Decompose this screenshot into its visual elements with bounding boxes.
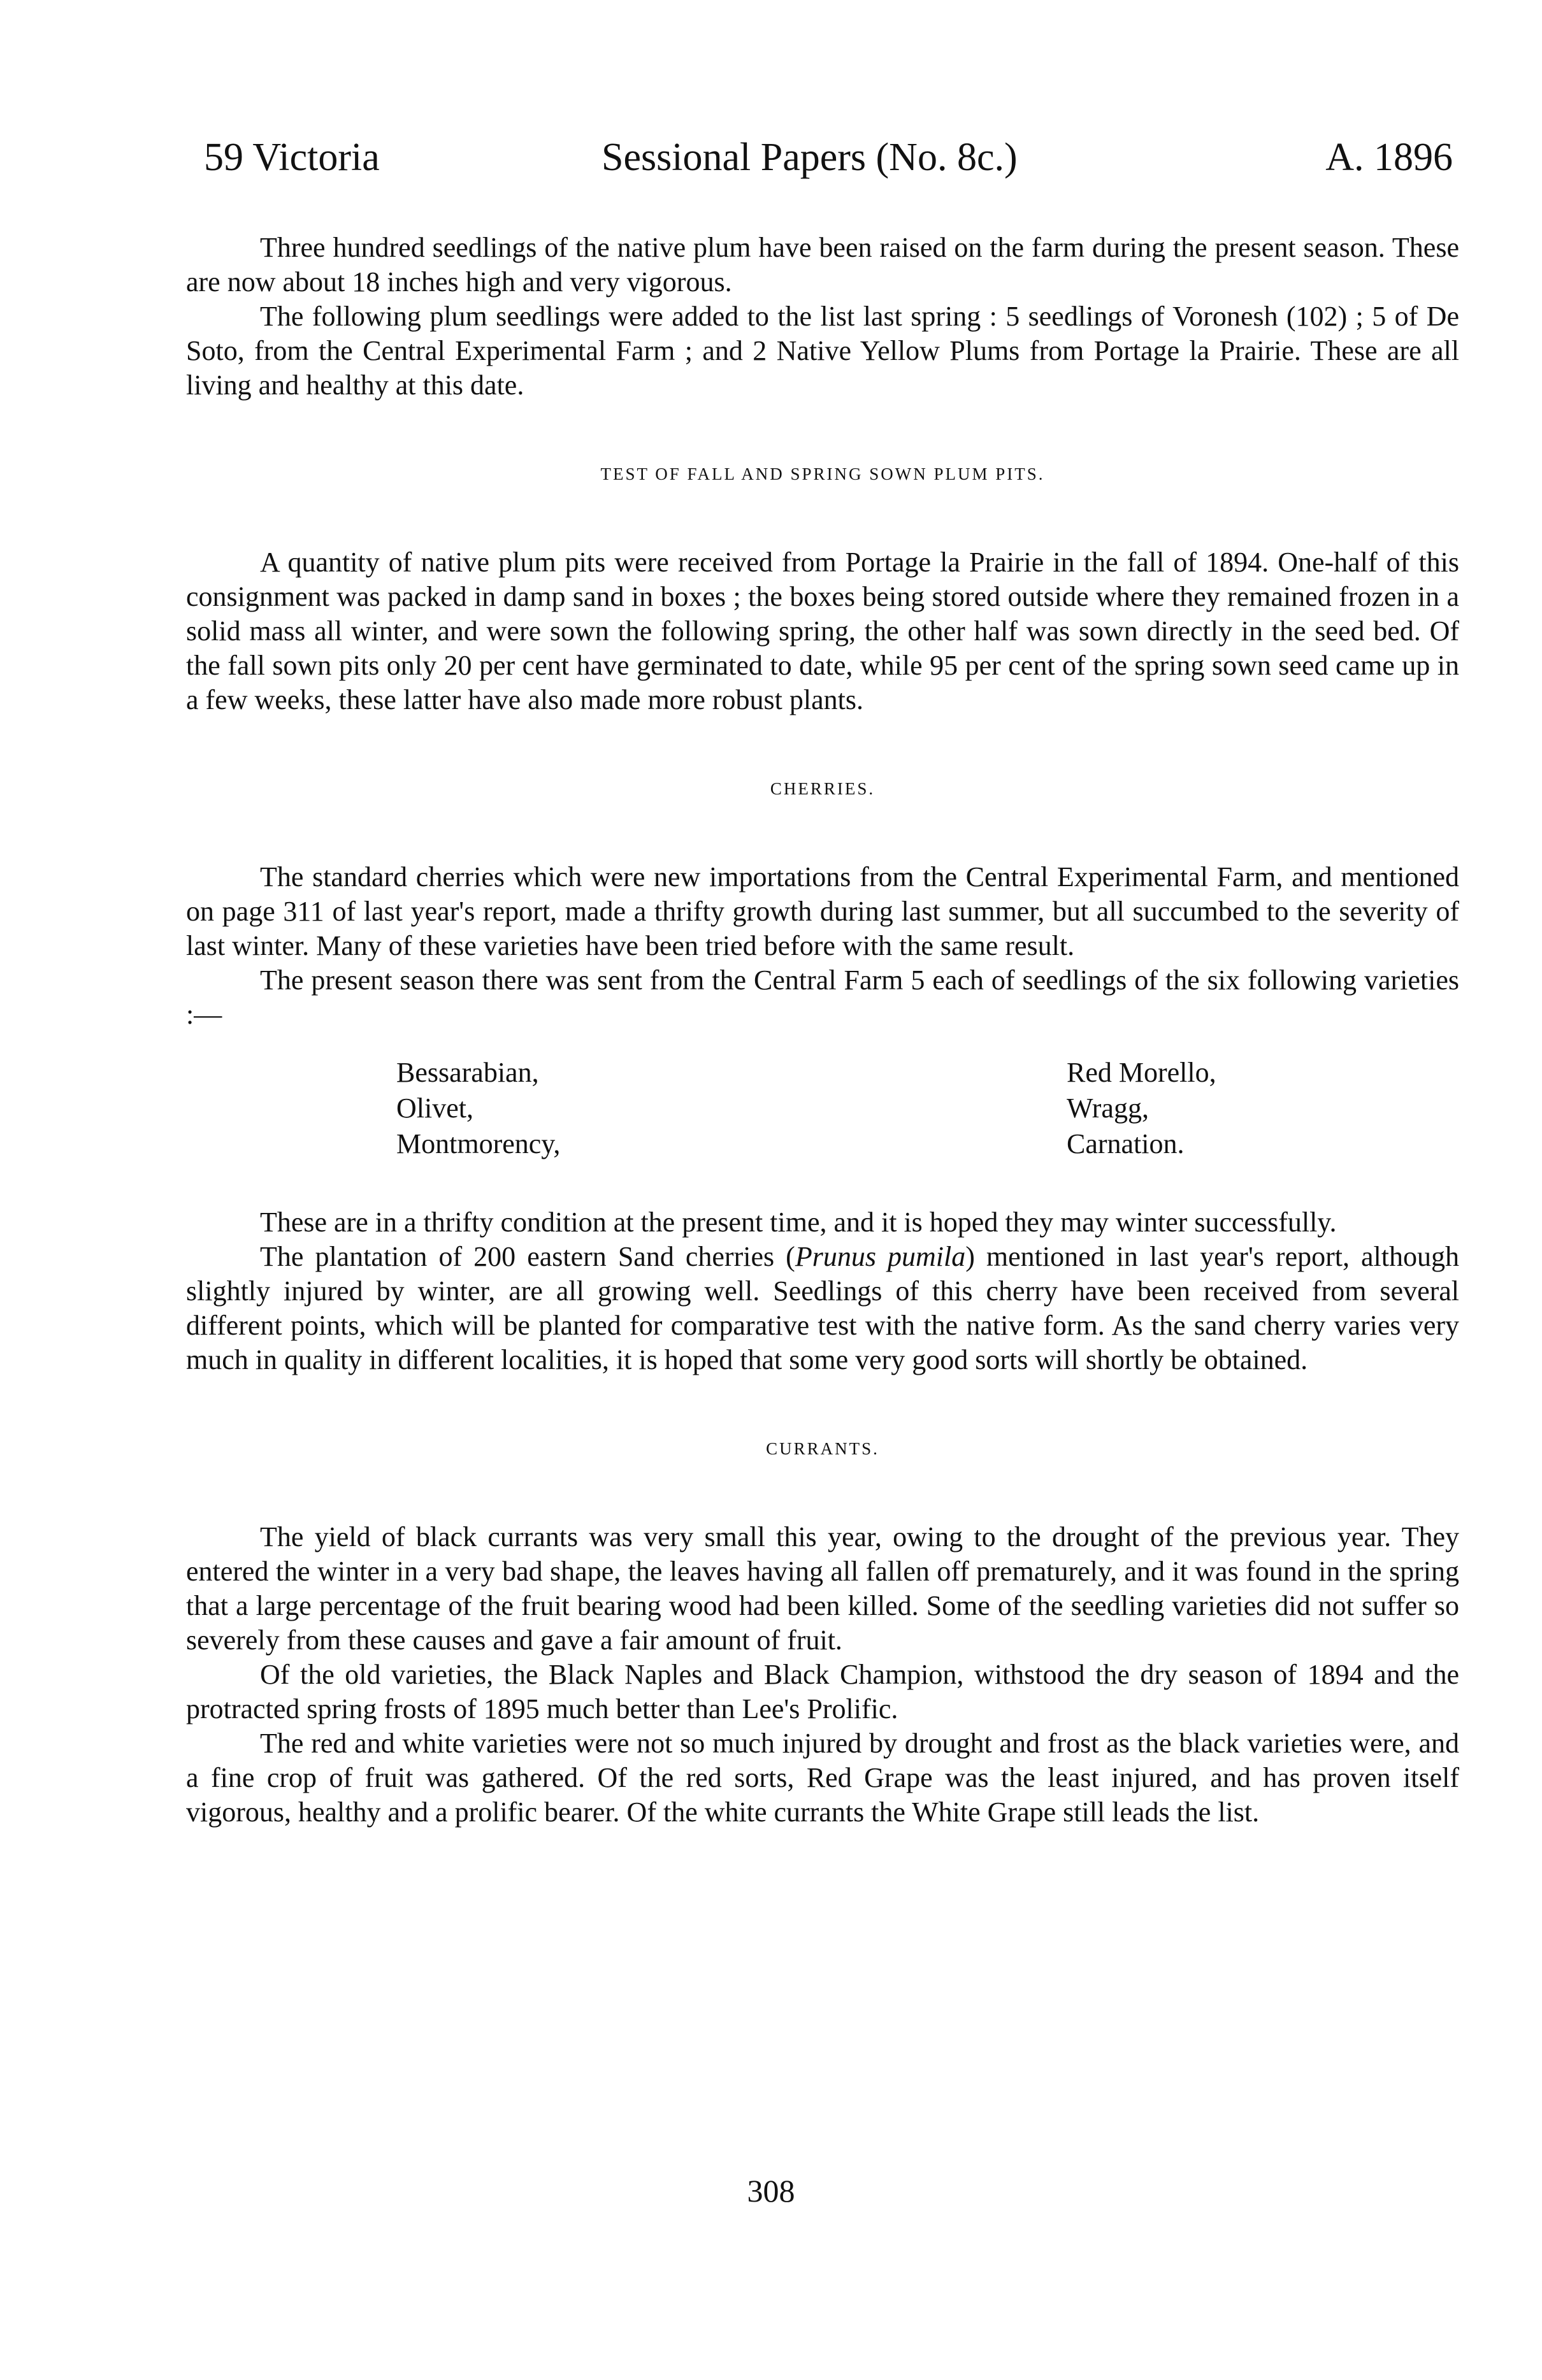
- currants-paragraph-2: Of the old varieties, the Black Naples and Black Champion, withstood the dry season of 1894 and the protracted spring frosts of 1895 much better than Lee's Prolific.: [186, 1659, 1459, 1724]
- variety-item: Carnation.: [1067, 1128, 1185, 1159]
- variety-item: Red Morello,: [1067, 1057, 1216, 1088]
- section-heading-cherries: CHERRIES.: [770, 779, 875, 798]
- cherries-paragraph-2: The present season there was sent from the Central Farm 5 each of seedlings of the six following varieties :—: [186, 964, 1459, 1030]
- cherries-paragraph-1: The standard cherries which were new importations from the Central Experimental Farm, and mentioned on page 311 of last year's report, made a thrifty growth during last summer, but all succumbed to the severity of last winter. Many of these varieties have been tried before with the same result.: [186, 861, 1459, 961]
- header-session: 59 Victoria: [204, 136, 380, 179]
- header-title: Sessional Papers (No. 8c.): [602, 136, 1018, 179]
- section-heading-plum-pits: TEST OF FALL AND SPRING SOWN PLUM PITS.: [600, 464, 1045, 484]
- page-body: [186, 231, 1459, 1830]
- intro-paragraph-2: The following plum seedlings were added to the list last spring : 5 seedlings of Voronesh (102) ; 5 of De Soto, from the Central Experimental Farm ; and 2 Native Yellow Plums from Portage la Prairie. These are all living and healthy at this date.: [186, 301, 1459, 401]
- page-number: 308: [747, 2173, 795, 2209]
- text-run: The plantation of 200 eastern Sand cherries (: [260, 1241, 795, 1272]
- text-run: ) mentioned in last year's report, although slightly injured by winter, are all growing well. Seedlings of this cherry have been received from several different points, which will be planted for comparative test with the native form. As the sand cherry varies very much in quality in different localities, it is hoped that some very good sorts will shortly be obtained.: [186, 1241, 1459, 1375]
- cherries-paragraph-4: [186, 1240, 1459, 1377]
- plum-pits-paragraph-1: A quantity of native plum pits were received from Portage la Prairie in the fall of 1894. One-half of this consignment was packed in damp sand in boxes ; the boxes being stored outside where they remained frozen in a solid mass all winter, and were sown the following spring, the other half was sown directly in the seed bed. Of the fall sown pits only 20 per cent have germinated to date, while 95 per cent of the spring sown seed came up in a few weeks, these latter have also made more robust plants.: [186, 547, 1459, 715]
- page-header: [204, 135, 1453, 186]
- varieties-right-column: [1067, 1055, 1216, 1162]
- intro-paragraph-1: Three hundred seedlings of the native plum have been raised on the farm during the present season. These are now about 18 inches high and very vigorous.: [186, 232, 1459, 298]
- header-year: A. 1896: [1325, 136, 1453, 179]
- variety-item: Wragg,: [1067, 1093, 1149, 1124]
- cherry-varieties-list: [186, 1055, 1459, 1180]
- currants-paragraph-3: The red and white varieties were not so much injured by drought and frost as the black varieties were, and a fine crop of fruit was gathered. Of the red sorts, Red Grape was the least injured, and has proven itself vigorous, healthy and a prolific bearer. Of the white currants the White Grape still leads the list.: [186, 1728, 1459, 1828]
- varieties-left-column: [396, 1055, 560, 1162]
- species-name: Prunus pumila: [795, 1241, 966, 1272]
- currants-paragraph-1: The yield of black currants was very small this year, owing to the drought of the previous year. They entered the winter in a very bad shape, the leaves having all fallen off prematurely, and it was found in the spring that a large percentage of the fruit bearing wood had been killed. Some of the seedling varieties did not suffer so severely from these causes and gave a fair amount of fruit.: [186, 1521, 1459, 1656]
- variety-item: Montmorency,: [396, 1128, 561, 1159]
- section-heading-currants: CURRANTS.: [766, 1439, 879, 1458]
- variety-item: Bessarabian,: [396, 1057, 539, 1088]
- variety-item: Olivet,: [396, 1093, 473, 1124]
- cherries-paragraph-3: These are in a thrifty condition at the present time, and it is hoped they may winter successfully.: [260, 1207, 1337, 1238]
